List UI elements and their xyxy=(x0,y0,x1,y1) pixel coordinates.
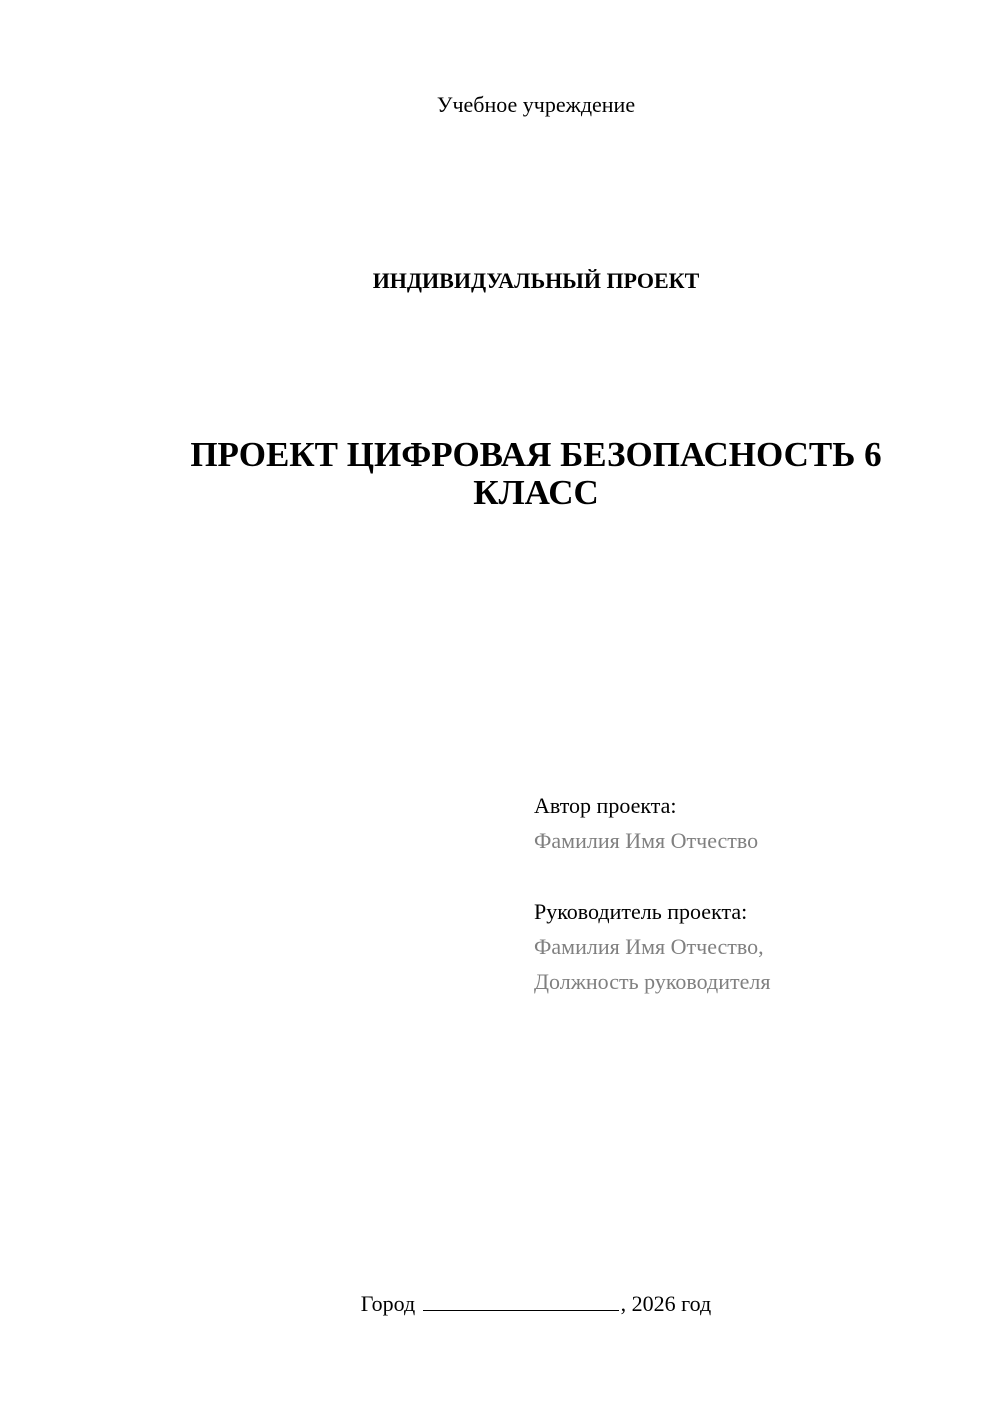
supervisor-position: Должность руководителя xyxy=(534,969,771,994)
project-info-block xyxy=(534,788,974,999)
city-blank-line xyxy=(423,1290,619,1311)
supervisor-name: Фамилия Имя Отчество, xyxy=(534,934,764,959)
author-name: Фамилия Имя Отчество xyxy=(534,828,759,853)
footer-city-year xyxy=(0,1290,1000,1318)
spacer xyxy=(534,858,974,894)
project-type-heading: ИНДИВИДУАЛЬНЫЙ ПРОЕКТ xyxy=(372,268,700,293)
supervisor-label: Руководитель проекта: xyxy=(534,899,748,924)
year-text: , 2026 год xyxy=(620,1291,712,1316)
city-label: Город xyxy=(360,1291,416,1316)
project-title: ПРОЕКТ ЦИФРОВАЯ БЕЗОПАСНОСТЬ 6 КЛАСС xyxy=(190,435,882,512)
author-label: Автор проекта: xyxy=(534,793,677,818)
institution-name: Учебное учреждение xyxy=(436,92,636,117)
